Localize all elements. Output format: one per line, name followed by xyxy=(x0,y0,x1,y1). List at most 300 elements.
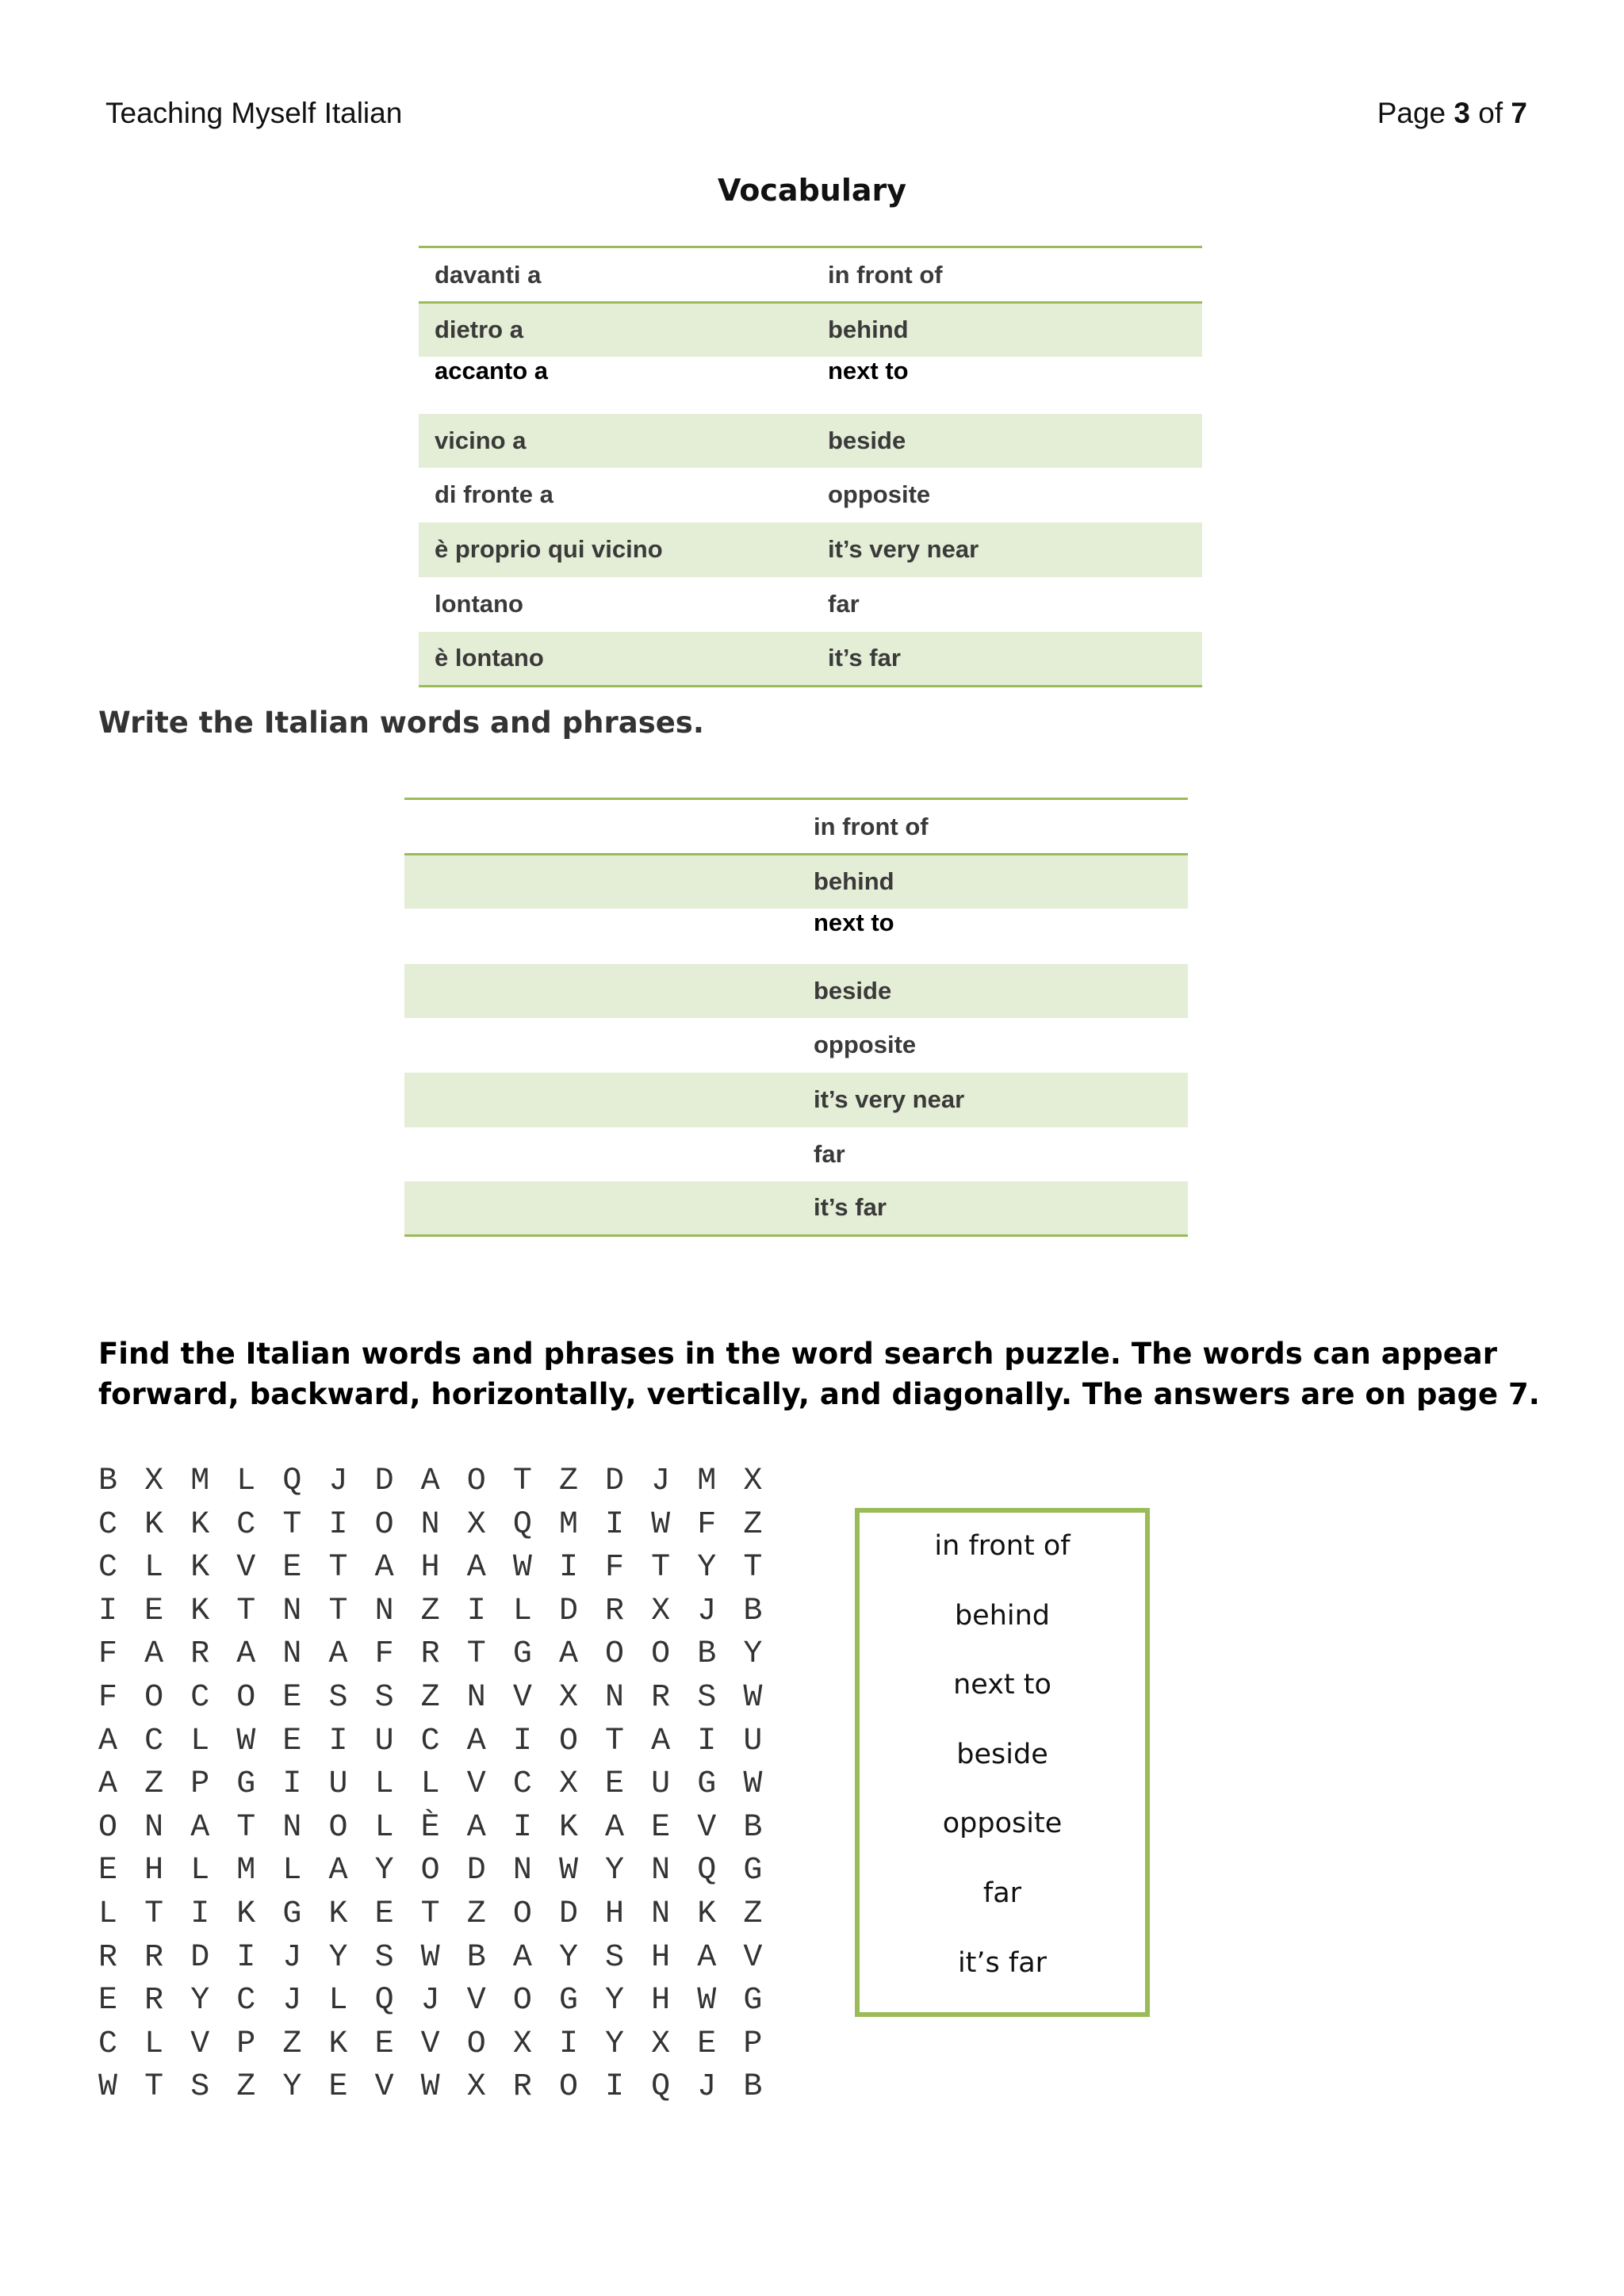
english-term: far xyxy=(814,1139,845,1168)
grid-letter[interactable]: J xyxy=(420,1983,440,2019)
grid-letter[interactable]: L xyxy=(282,1853,302,1889)
grid-letter[interactable]: I xyxy=(466,1593,486,1629)
grid-letter[interactable]: E xyxy=(374,1896,394,1932)
grid-letter[interactable]: D xyxy=(374,1464,394,1499)
grid-letter[interactable]: T xyxy=(236,1593,256,1629)
grid-letter[interactable]: L xyxy=(512,1593,532,1629)
grid-letter[interactable]: O xyxy=(420,1853,440,1889)
english-term: in front of xyxy=(812,247,1202,303)
grid-letter[interactable]: T xyxy=(144,1896,164,1932)
grid-letter[interactable]: Z xyxy=(743,1896,763,1932)
grid-letter[interactable]: W xyxy=(512,1550,532,1586)
table-row xyxy=(404,909,1188,964)
grid-row xyxy=(98,1590,789,1634)
grid-letter[interactable]: J xyxy=(282,1939,302,1976)
grid-letter[interactable]: E xyxy=(282,1679,302,1716)
grid-letter[interactable]: V xyxy=(420,2026,440,2062)
grid-letter[interactable]: I xyxy=(98,1593,118,1629)
grid-letter[interactable]: X xyxy=(466,1506,486,1543)
grid-letter[interactable]: L xyxy=(328,1983,348,2019)
grid-letter[interactable]: B xyxy=(743,2069,763,2106)
grid-letter[interactable]: A xyxy=(98,1766,118,1803)
grid-letter[interactable]: T xyxy=(236,1809,256,1846)
table-row xyxy=(419,468,1202,522)
grid-letter[interactable]: W xyxy=(743,1679,763,1716)
grid-letter[interactable]: V xyxy=(236,1550,256,1586)
table-row xyxy=(404,1073,1188,1127)
grid-letter[interactable]: V xyxy=(697,1809,717,1846)
grid-letter[interactable]: V xyxy=(374,2069,394,2106)
grid-letter[interactable]: N xyxy=(605,1679,625,1716)
grid-row xyxy=(98,1720,789,1764)
grid-letter[interactable]: E xyxy=(605,1766,625,1803)
grid-letter[interactable]: Q xyxy=(512,1506,532,1543)
grid-row xyxy=(98,1893,789,1937)
english-term: in front of xyxy=(798,799,1188,855)
grid-letter[interactable]: N xyxy=(282,1636,302,1673)
grid-letter[interactable]: K xyxy=(144,1506,164,1543)
grid-letter[interactable]: I xyxy=(558,1550,578,1586)
grid-letter[interactable]: Y xyxy=(605,1983,625,2019)
grid-letter[interactable]: C xyxy=(236,1506,256,1543)
vocabulary-table xyxy=(419,246,1202,687)
grid-letter[interactable]: T xyxy=(651,1550,671,1586)
grid-letter[interactable]: Z xyxy=(282,2026,302,2062)
italian-term: di fronte a xyxy=(435,480,553,508)
grid-letter[interactable]: O xyxy=(98,1809,118,1846)
grid-letter[interactable]: K xyxy=(558,1809,578,1846)
grid-letter[interactable]: N xyxy=(144,1809,164,1846)
grid-letter[interactable]: R xyxy=(651,1679,671,1716)
grid-letter[interactable]: C xyxy=(98,1506,118,1543)
grid-letter[interactable]: L xyxy=(374,1809,394,1846)
grid-letter[interactable]: A xyxy=(420,1464,440,1499)
english-term: next to xyxy=(828,356,909,385)
grid-letter[interactable]: G xyxy=(743,1853,763,1889)
grid-letter[interactable]: L xyxy=(374,1766,394,1803)
grid-letter[interactable]: I xyxy=(328,1506,348,1543)
grid-letter[interactable]: E xyxy=(98,1853,118,1889)
grid-letter[interactable]: S xyxy=(605,1939,625,1976)
grid-letter[interactable]: O xyxy=(466,2026,486,2062)
grid-letter[interactable]: È xyxy=(420,1809,440,1846)
grid-letter[interactable]: A xyxy=(558,1636,578,1673)
grid-letter[interactable]: T xyxy=(420,1896,440,1932)
word-list-item: next to xyxy=(953,1669,1051,1701)
grid-letter[interactable]: E xyxy=(282,1550,302,1586)
grid-letter[interactable]: T xyxy=(512,1464,532,1499)
grid-letter[interactable]: L xyxy=(236,1464,256,1499)
grid-letter[interactable]: S xyxy=(374,1679,394,1716)
table-row xyxy=(404,1018,1188,1073)
grid-letter[interactable]: B xyxy=(743,1593,763,1629)
grid-letter[interactable]: U xyxy=(651,1766,671,1803)
grid-letter[interactable]: C xyxy=(190,1679,210,1716)
grid-letter[interactable]: W xyxy=(420,1939,440,1976)
grid-letter[interactable]: M xyxy=(697,1464,717,1499)
grid-letter[interactable]: T xyxy=(605,1723,625,1759)
grid-letter[interactable]: O xyxy=(558,1723,578,1759)
grid-letter[interactable]: B xyxy=(466,1939,486,1976)
grid-letter[interactable]: S xyxy=(190,2069,210,2106)
grid-letter[interactable]: X xyxy=(651,1593,671,1629)
grid-letter[interactable]: J xyxy=(697,1593,717,1629)
english-term: next to xyxy=(814,908,894,936)
grid-letter[interactable]: N xyxy=(282,1593,302,1629)
grid-letter[interactable]: R xyxy=(144,1983,164,2019)
grid-letter[interactable]: A xyxy=(651,1723,671,1759)
grid-letter[interactable]: O xyxy=(466,1464,486,1499)
grid-letter[interactable]: R xyxy=(190,1636,210,1673)
grid-letter[interactable]: D xyxy=(558,1593,578,1629)
grid-letter[interactable]: M xyxy=(236,1853,256,1889)
english-term: beside xyxy=(798,964,1188,1018)
grid-row xyxy=(98,1807,789,1850)
grid-letter[interactable]: F xyxy=(98,1679,118,1716)
grid-letter[interactable]: E xyxy=(282,1723,302,1759)
grid-letter[interactable]: X xyxy=(558,1679,578,1716)
grid-letter[interactable]: L xyxy=(98,1896,118,1932)
table-row xyxy=(419,577,1202,632)
grid-letter[interactable]: O xyxy=(651,1636,671,1673)
grid-letter[interactable]: M xyxy=(190,1464,210,1499)
grid-letter[interactable]: O xyxy=(328,1809,348,1846)
grid-letter[interactable]: A xyxy=(466,1723,486,1759)
grid-row xyxy=(98,2023,789,2067)
answer-blank[interactable] xyxy=(404,1127,798,1181)
grid-letter[interactable]: F xyxy=(98,1636,118,1673)
grid-letter[interactable]: E xyxy=(651,1809,671,1846)
grid-letter[interactable]: M xyxy=(558,1506,578,1543)
grid-letter[interactable]: J xyxy=(651,1464,671,1499)
grid-letter[interactable]: Y xyxy=(190,1983,210,2019)
grid-letter[interactable]: V xyxy=(190,2026,210,2062)
grid-letter[interactable]: D xyxy=(605,1464,625,1499)
grid-letter[interactable]: N xyxy=(282,1809,302,1846)
grid-letter[interactable]: D xyxy=(190,1939,210,1976)
grid-letter[interactable]: D xyxy=(558,1896,578,1932)
grid-letter[interactable]: N xyxy=(374,1593,394,1629)
grid-letter[interactable]: A xyxy=(190,1809,210,1846)
document-title: Teaching Myself Italian xyxy=(105,97,403,129)
grid-letter[interactable]: E xyxy=(144,1593,164,1629)
grid-letter[interactable]: I xyxy=(558,2026,578,2062)
grid-letter[interactable]: J xyxy=(328,1464,348,1499)
word-search-grid xyxy=(98,1460,789,2110)
grid-letter[interactable]: R xyxy=(420,1636,440,1673)
grid-letter[interactable]: Y xyxy=(558,1939,578,1976)
grid-letter[interactable]: A xyxy=(374,1550,394,1586)
grid-letter[interactable]: C xyxy=(512,1766,532,1803)
grid-row xyxy=(98,2066,789,2110)
grid-letter[interactable]: T xyxy=(743,1550,763,1586)
grid-letter[interactable]: I xyxy=(282,1766,302,1803)
english-term: behind xyxy=(798,855,1188,909)
grid-letter[interactable]: T xyxy=(328,1550,348,1586)
grid-letter[interactable]: T xyxy=(466,1636,486,1673)
word-list-item: beside xyxy=(956,1739,1048,1770)
grid-letter[interactable]: I xyxy=(605,1506,625,1543)
grid-letter[interactable]: R xyxy=(144,1939,164,1976)
italian-term: lontano xyxy=(435,590,523,618)
word-list-item: behind xyxy=(954,1600,1051,1632)
grid-letter[interactable]: U xyxy=(743,1723,763,1759)
word-list-item: in front of xyxy=(934,1530,1071,1562)
grid-letter[interactable]: Q xyxy=(282,1464,302,1499)
grid-letter[interactable]: A xyxy=(466,1809,486,1846)
grid-letter[interactable]: Z xyxy=(466,1896,486,1932)
english-term: opposite xyxy=(814,1031,917,1058)
answer-blank[interactable] xyxy=(404,1073,798,1127)
grid-letter[interactable]: O xyxy=(512,1983,532,2019)
grid-letter[interactable]: J xyxy=(697,2069,717,2106)
grid-letter[interactable]: I xyxy=(190,1896,210,1932)
grid-row xyxy=(98,1504,789,1548)
word-list-item: opposite xyxy=(942,1808,1063,1839)
word-list-box xyxy=(855,1508,1150,2017)
grid-letter[interactable]: G xyxy=(697,1766,717,1803)
grid-letter[interactable]: L xyxy=(420,1766,440,1803)
grid-letter[interactable]: S xyxy=(697,1679,717,1716)
grid-letter[interactable]: F xyxy=(605,1550,625,1586)
italian-term: è proprio qui vicino xyxy=(419,522,812,577)
grid-letter[interactable]: A xyxy=(144,1636,164,1673)
english-term: it’s far xyxy=(812,632,1202,687)
grid-letter[interactable]: H xyxy=(605,1896,625,1932)
grid-letter[interactable]: W xyxy=(697,1983,717,2019)
grid-row xyxy=(98,1850,789,1893)
grid-letter[interactable]: I xyxy=(512,1723,532,1759)
grid-letter[interactable]: X xyxy=(743,1464,763,1499)
grid-letter[interactable]: K xyxy=(328,2026,348,2062)
grid-letter[interactable]: C xyxy=(420,1723,440,1759)
grid-letter[interactable]: X xyxy=(466,2069,486,2106)
italian-term: davanti a xyxy=(419,247,812,303)
grid-letter[interactable]: A xyxy=(328,1853,348,1889)
grid-letter[interactable]: Q xyxy=(374,1983,394,2019)
grid-letter[interactable]: T xyxy=(282,1506,302,1543)
grid-letter[interactable]: Y xyxy=(605,2026,625,2062)
grid-letter[interactable]: I xyxy=(605,2069,625,2106)
table-row xyxy=(419,303,1202,357)
grid-letter[interactable]: X xyxy=(144,1464,164,1499)
answer-blank[interactable] xyxy=(404,1018,798,1073)
grid-letter[interactable]: L xyxy=(190,1853,210,1889)
grid-letter[interactable]: U xyxy=(374,1723,394,1759)
answer-blank[interactable] xyxy=(404,799,798,855)
grid-letter[interactable]: U xyxy=(328,1766,348,1803)
vocabulary-title: Vocabulary xyxy=(717,173,907,208)
italian-term: accanto a xyxy=(435,356,549,385)
grid-letter[interactable]: Z xyxy=(420,1679,440,1716)
grid-letter[interactable]: W xyxy=(98,2069,118,2106)
grid-letter[interactable]: L xyxy=(190,1723,210,1759)
grid-letter[interactable]: W xyxy=(651,1506,671,1543)
grid-letter[interactable]: Z xyxy=(236,2069,256,2106)
grid-letter[interactable]: E xyxy=(697,2026,717,2062)
grid-letter[interactable]: A xyxy=(512,1939,532,1976)
grid-letter[interactable]: N xyxy=(420,1506,440,1543)
grid-letter[interactable]: O xyxy=(236,1679,256,1716)
grid-letter[interactable]: O xyxy=(605,1636,625,1673)
grid-row xyxy=(98,1937,789,1980)
grid-letter[interactable]: H xyxy=(651,1983,671,2019)
grid-letter[interactable]: G xyxy=(236,1766,256,1803)
grid-letter[interactable]: O xyxy=(512,1896,532,1932)
table-row xyxy=(419,247,1202,303)
wordsearch-instructions: Find the Italian words and phrases in the word search puzzle. The words can appear forward, backward, horizontally, vertically, and diagonally. The answers are on page 7. xyxy=(98,1337,1540,1411)
english-term: far xyxy=(828,590,860,618)
grid-letter[interactable]: H xyxy=(144,1853,164,1889)
grid-letter[interactable]: N xyxy=(651,1896,671,1932)
grid-letter[interactable]: R xyxy=(605,1593,625,1629)
grid-letter[interactable]: A xyxy=(236,1636,256,1673)
english-term: it’s far xyxy=(798,1181,1188,1236)
grid-letter[interactable]: K xyxy=(190,1506,210,1543)
english-term: beside xyxy=(812,414,1202,468)
grid-letter[interactable]: R xyxy=(98,1939,118,1976)
grid-letter[interactable]: B xyxy=(743,1809,763,1846)
grid-letter[interactable]: K xyxy=(697,1896,717,1932)
grid-row xyxy=(98,1980,789,2023)
word-list-item: it’s far xyxy=(957,1947,1048,1979)
grid-letter[interactable]: K xyxy=(190,1593,210,1629)
grid-letter[interactable]: T xyxy=(144,2069,164,2106)
grid-letter[interactable]: L xyxy=(144,2026,164,2062)
grid-letter[interactable]: P xyxy=(236,2026,256,2062)
answer-blank[interactable] xyxy=(404,909,798,964)
grid-letter[interactable]: O xyxy=(374,1506,394,1543)
table-row xyxy=(404,1181,1188,1236)
english-term: it’s very near xyxy=(798,1073,1188,1127)
italian-term: è lontano xyxy=(419,632,812,687)
grid-letter[interactable]: I xyxy=(236,1939,256,1976)
table-row xyxy=(419,357,1202,414)
grid-letter[interactable]: Y xyxy=(328,1939,348,1976)
grid-letter[interactable]: A xyxy=(98,1723,118,1759)
grid-letter[interactable]: K xyxy=(236,1896,256,1932)
grid-letter[interactable]: E xyxy=(374,2026,394,2062)
page-number: Page 3 of 7 xyxy=(1377,97,1527,129)
grid-letter[interactable]: K xyxy=(328,1896,348,1932)
grid-letter[interactable]: A xyxy=(605,1809,625,1846)
grid-letter[interactable]: B xyxy=(697,1636,717,1673)
word-list-item: far xyxy=(982,1877,1022,1909)
grid-letter[interactable]: Y xyxy=(697,1550,717,1586)
grid-letter[interactable]: N xyxy=(512,1853,532,1889)
table-row xyxy=(404,855,1188,909)
grid-letter[interactable]: I xyxy=(697,1723,717,1759)
grid-letter[interactable]: W xyxy=(743,1766,763,1803)
grid-letter[interactable]: V xyxy=(466,1983,486,2019)
grid-letter[interactable]: G xyxy=(558,1983,578,2019)
grid-letter[interactable]: L xyxy=(144,1550,164,1586)
grid-row xyxy=(98,1763,789,1807)
table-row xyxy=(404,964,1188,1018)
grid-letter[interactable]: R xyxy=(512,2069,532,2106)
practice-heading: Write the Italian words and phrases. xyxy=(98,706,704,740)
grid-letter[interactable]: O xyxy=(144,1679,164,1716)
grid-letter[interactable]: C xyxy=(98,2026,118,2062)
grid-letter[interactable]: G xyxy=(282,1896,302,1932)
grid-letter[interactable]: N xyxy=(466,1679,486,1716)
grid-letter[interactable]: A xyxy=(697,1939,717,1976)
grid-row xyxy=(98,1677,789,1720)
grid-letter[interactable]: Z xyxy=(420,1593,440,1629)
english-term: opposite xyxy=(828,480,931,508)
grid-letter[interactable]: A xyxy=(328,1636,348,1673)
grid-letter[interactable]: W xyxy=(236,1723,256,1759)
grid-letter[interactable]: D xyxy=(466,1853,486,1889)
answer-blank[interactable] xyxy=(404,855,798,909)
grid-letter[interactable]: V xyxy=(512,1679,532,1716)
grid-letter[interactable]: S xyxy=(328,1679,348,1716)
grid-letter[interactable]: G xyxy=(512,1636,532,1673)
grid-letter[interactable]: H xyxy=(420,1550,440,1586)
answer-blank[interactable] xyxy=(404,964,798,1018)
grid-letter[interactable]: J xyxy=(282,1983,302,2019)
grid-letter[interactable]: O xyxy=(558,2069,578,2106)
grid-letter[interactable]: Z xyxy=(743,1506,763,1543)
grid-letter[interactable]: Q xyxy=(651,2069,671,2106)
grid-letter[interactable]: T xyxy=(328,1593,348,1629)
grid-row xyxy=(98,1547,789,1590)
practice-table xyxy=(404,798,1188,1237)
grid-letter[interactable]: F xyxy=(374,1636,394,1673)
grid-letter[interactable]: S xyxy=(374,1939,394,1976)
grid-letter[interactable]: W xyxy=(558,1853,578,1889)
grid-letter[interactable]: Q xyxy=(697,1853,717,1889)
english-term: it’s very near xyxy=(812,522,1202,577)
grid-letter[interactable]: F xyxy=(697,1506,717,1543)
grid-row xyxy=(98,1460,789,1504)
grid-letter[interactable]: N xyxy=(651,1853,671,1889)
grid-letter[interactable]: C xyxy=(236,1983,256,2019)
grid-letter[interactable]: X xyxy=(558,1766,578,1803)
grid-letter[interactable]: W xyxy=(420,2069,440,2106)
table-row xyxy=(404,799,1188,855)
grid-letter[interactable]: E xyxy=(98,1983,118,2019)
grid-letter[interactable]: C xyxy=(98,1550,118,1586)
grid-row xyxy=(98,1633,789,1677)
table-row xyxy=(419,522,1202,577)
grid-letter[interactable]: B xyxy=(98,1464,118,1499)
grid-letter[interactable]: Y xyxy=(605,1853,625,1889)
grid-letter[interactable]: H xyxy=(651,1939,671,1976)
grid-letter[interactable]: Z xyxy=(144,1766,164,1803)
grid-letter[interactable]: Y xyxy=(282,2069,302,2106)
grid-letter[interactable]: Y xyxy=(374,1853,394,1889)
grid-letter[interactable]: I xyxy=(512,1809,532,1846)
grid-letter[interactable]: G xyxy=(743,1983,763,2019)
grid-letter[interactable]: X xyxy=(651,2026,671,2062)
grid-letter[interactable]: A xyxy=(466,1550,486,1586)
grid-letter[interactable]: X xyxy=(512,2026,532,2062)
grid-letter[interactable]: I xyxy=(328,1723,348,1759)
table-row xyxy=(419,414,1202,468)
grid-letter[interactable]: V xyxy=(466,1766,486,1803)
italian-term: vicino a xyxy=(419,414,812,468)
grid-letter[interactable]: C xyxy=(144,1723,164,1759)
grid-letter[interactable]: Y xyxy=(743,1636,763,1673)
grid-letter[interactable]: P xyxy=(190,1766,210,1803)
grid-letter[interactable]: E xyxy=(328,2069,348,2106)
grid-letter[interactable]: P xyxy=(743,2026,763,2062)
answer-blank[interactable] xyxy=(404,1181,798,1236)
grid-letter[interactable]: K xyxy=(190,1550,210,1586)
grid-letter[interactable]: V xyxy=(743,1939,763,1976)
grid-letter[interactable]: Z xyxy=(558,1464,578,1499)
